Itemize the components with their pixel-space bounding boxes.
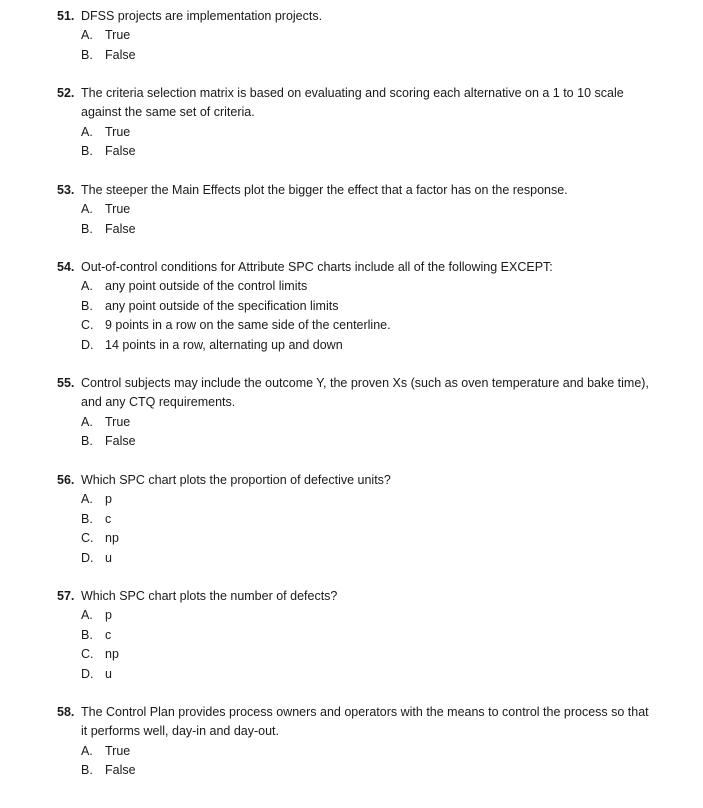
- option-text: False: [105, 434, 136, 449]
- option-letter: D.: [81, 337, 94, 352]
- question-number: 58.: [57, 705, 75, 719]
- option-text: u: [105, 666, 112, 681]
- answer-option-b[interactable]: [57, 510, 657, 529]
- answer-options: [57, 123, 657, 162]
- option-letter: B.: [81, 627, 93, 642]
- question-stem: [57, 471, 657, 490]
- option-text: c: [105, 627, 112, 642]
- question-stem: [57, 703, 657, 742]
- question-number: 55.: [57, 376, 75, 390]
- question-number: 51.: [57, 9, 75, 23]
- question-text: The steeper the Main Effects plot the bigger the effect that a factor has on the response.: [81, 183, 568, 197]
- answer-option-b[interactable]: [57, 297, 657, 316]
- answer-option-b[interactable]: [57, 220, 657, 239]
- question-stem: [57, 587, 657, 606]
- option-letter: B.: [81, 763, 93, 778]
- option-text: any point outside of the specification limits: [105, 298, 339, 313]
- answer-option-c[interactable]: [57, 316, 657, 335]
- question-stem: [57, 374, 657, 413]
- option-text: any point outside of the control limits: [105, 279, 308, 294]
- question-number: 54.: [57, 260, 75, 274]
- option-text: u: [105, 550, 112, 565]
- option-letter: A.: [81, 202, 93, 217]
- question-number: 53.: [57, 183, 75, 197]
- question-51: [57, 7, 657, 65]
- option-text: 14 points in a row, alternating up and down: [105, 337, 343, 352]
- question-58: [57, 703, 657, 781]
- question-stem: [57, 181, 657, 200]
- answer-option-a[interactable]: [57, 123, 657, 142]
- question-number: 56.: [57, 473, 75, 487]
- option-letter: D.: [81, 550, 94, 565]
- question-text: Which SPC chart plots the proportion of defective units?: [81, 473, 391, 487]
- option-text: False: [105, 144, 136, 159]
- question-53: [57, 181, 657, 239]
- option-letter: D.: [81, 666, 94, 681]
- answer-options: [57, 277, 657, 355]
- answer-option-a[interactable]: [57, 490, 657, 509]
- option-text: p: [105, 608, 112, 623]
- question-text: Out-of-control conditions for Attribute SPC charts include all of the following EXCEPT:: [81, 260, 553, 274]
- answer-option-c[interactable]: [57, 645, 657, 664]
- answer-options: [57, 742, 657, 781]
- question-number: 52.: [57, 86, 75, 100]
- question-54: [57, 258, 657, 355]
- option-letter: B.: [81, 47, 93, 62]
- answer-options: [57, 413, 657, 452]
- answer-option-a[interactable]: [57, 277, 657, 296]
- option-letter: B.: [81, 511, 93, 526]
- answer-option-a[interactable]: [57, 26, 657, 45]
- question-stem: [57, 84, 657, 123]
- answer-option-a[interactable]: [57, 413, 657, 432]
- option-text: 9 points in a row on the same side of the centerline.: [105, 318, 391, 333]
- question-57: [57, 587, 657, 684]
- answer-options: [57, 200, 657, 239]
- option-text: np: [105, 647, 119, 662]
- option-letter: B.: [81, 221, 93, 236]
- option-text: True: [105, 414, 131, 429]
- question-text: Control subjects may include the outcome Y, the proven Xs (such as oven temperature and bake time), and any CTQ requirements.: [81, 376, 649, 410]
- answer-options: [57, 606, 657, 684]
- option-letter: A.: [81, 28, 93, 43]
- question-55: [57, 374, 657, 452]
- option-text: False: [105, 763, 136, 778]
- option-text: True: [105, 124, 131, 139]
- option-letter: A.: [81, 492, 93, 507]
- option-letter: A.: [81, 743, 93, 758]
- option-letter: C.: [81, 647, 94, 662]
- answer-option-a[interactable]: [57, 742, 657, 761]
- answer-option-a[interactable]: [57, 200, 657, 219]
- option-text: np: [105, 531, 119, 546]
- option-letter: C.: [81, 318, 94, 333]
- option-text: False: [105, 221, 136, 236]
- answer-options: [57, 490, 657, 568]
- option-letter: A.: [81, 414, 93, 429]
- option-text: True: [105, 202, 131, 217]
- option-text: True: [105, 28, 131, 43]
- answer-option-b[interactable]: [57, 432, 657, 451]
- option-letter: B.: [81, 434, 93, 449]
- answer-options: [57, 26, 657, 65]
- answer-option-d[interactable]: [57, 336, 657, 355]
- option-letter: B.: [81, 298, 93, 313]
- question-text: Which SPC chart plots the number of defects?: [81, 589, 338, 603]
- answer-option-a[interactable]: [57, 606, 657, 625]
- question-stem: [57, 258, 657, 277]
- option-text: c: [105, 511, 112, 526]
- question-number: 57.: [57, 589, 75, 603]
- question-56: [57, 471, 657, 568]
- answer-option-b[interactable]: [57, 142, 657, 161]
- option-letter: B.: [81, 144, 93, 159]
- question-52: [57, 84, 657, 162]
- question-stem: [57, 7, 657, 26]
- option-letter: A.: [81, 124, 93, 139]
- answer-option-d[interactable]: [57, 665, 657, 684]
- answer-option-d[interactable]: [57, 549, 657, 568]
- answer-option-b[interactable]: [57, 761, 657, 780]
- option-text: True: [105, 743, 131, 758]
- option-letter: C.: [81, 531, 94, 546]
- option-letter: A.: [81, 279, 93, 294]
- answer-option-c[interactable]: [57, 529, 657, 548]
- question-text: DFSS projects are implementation projects.: [81, 9, 323, 23]
- option-letter: A.: [81, 608, 93, 623]
- answer-option-b[interactable]: [57, 46, 657, 65]
- question-text: The Control Plan provides process owners and operators with the means to control the process so that it performs well, day-in and day-out.: [81, 705, 649, 739]
- question-text: The criteria selection matrix is based on evaluating and scoring each alternative on a 1 to 10 scale against the same set of criteria.: [81, 86, 624, 120]
- option-text: p: [105, 492, 112, 507]
- answer-option-b[interactable]: [57, 626, 657, 645]
- option-text: False: [105, 47, 136, 62]
